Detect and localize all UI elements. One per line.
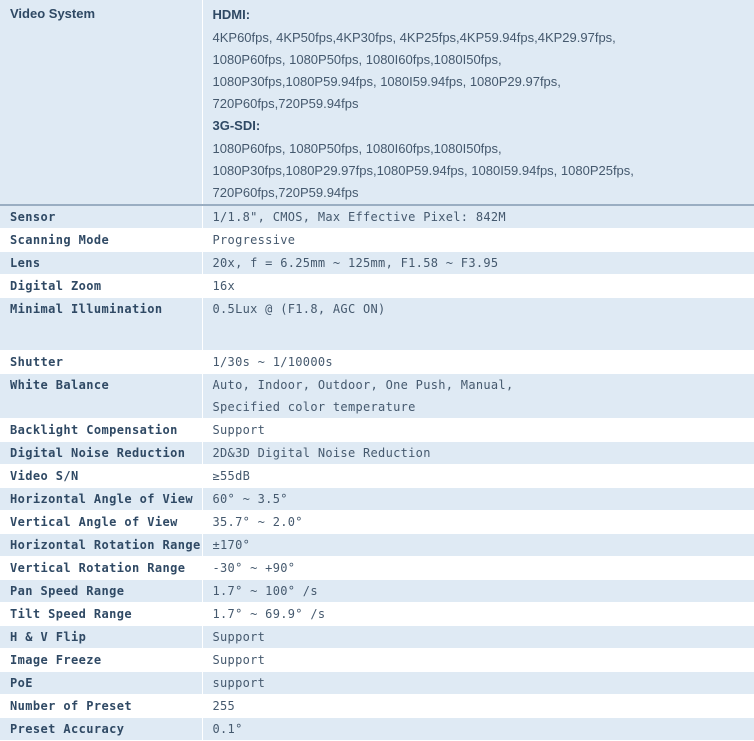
spec-value: Progressive — [202, 229, 754, 252]
spec-value: 1/30s ~ 1/10000s — [202, 351, 754, 374]
sdi-title: 3G-SDI: — [213, 117, 754, 135]
spec-label: Minimal Illumination — [0, 298, 202, 351]
hdmi-line: 720P60fps,720P59.94fps — [213, 93, 754, 115]
spec-value: 0.1° — [202, 718, 754, 741]
sdi-group — [213, 117, 754, 204]
spec-label: Horizontal Angle of View — [0, 488, 202, 511]
spec-row-video-sn — [0, 465, 754, 488]
hdmi-line: 4KP60fps, 4KP50fps,4KP30fps, 4KP25fps,4KP59.94fps,4KP29.97fps, — [213, 27, 754, 49]
spec-label: Digital Noise Reduction — [0, 442, 202, 465]
spec-row-lens — [0, 252, 754, 275]
spec-value: ≥55dB — [202, 465, 754, 488]
spec-row-horizontal-angle — [0, 488, 754, 511]
spec-row-image-freeze — [0, 649, 754, 672]
spec-label: Image Freeze — [0, 649, 202, 672]
spec-value: 2D&3D Digital Noise Reduction — [202, 442, 754, 465]
spec-label: Video S/N — [0, 465, 202, 488]
spec-row-scanning-mode — [0, 229, 754, 252]
spec-label: White Balance — [0, 374, 202, 419]
video-system-value — [202, 0, 754, 205]
spec-value: 20x, f = 6.25mm ~ 125mm, F1.58 ~ F3.95 — [202, 252, 754, 275]
spec-label: Lens — [0, 252, 202, 275]
spec-row-shutter — [0, 351, 754, 374]
sdi-line: 1080P60fps, 1080P50fps, 1080I60fps,1080I50fps, — [213, 138, 754, 160]
spec-value: Auto, Indoor, Outdoor, One Push, Manual, Specified color temperature — [202, 374, 754, 419]
spec-value: 0.5Lux @ (F1.8, AGC ON) — [202, 298, 754, 351]
spec-row-tilt-speed — [0, 603, 754, 626]
hdmi-title: HDMI: — [213, 6, 754, 24]
spec-label: Vertical Angle of View — [0, 511, 202, 534]
spec-row-horizontal-rotation — [0, 534, 754, 557]
spec-label: Backlight Compensation — [0, 419, 202, 442]
spec-value: 16x — [202, 275, 754, 298]
spec-value: ±170° — [202, 534, 754, 557]
spec-value: Support — [202, 419, 754, 442]
spec-row-digital-zoom — [0, 275, 754, 298]
spec-row-backlight-compensation — [0, 419, 754, 442]
spec-value: Support — [202, 649, 754, 672]
spec-row-sensor — [0, 205, 754, 229]
spec-value: 1/1.8", CMOS, Max Effective Pixel: 842M — [202, 205, 754, 229]
spec-row-white-balance — [0, 374, 754, 419]
video-system-row — [0, 0, 754, 205]
spec-label: Pan Speed Range — [0, 580, 202, 603]
spec-row-vertical-rotation — [0, 557, 754, 580]
spec-label: H & V Flip — [0, 626, 202, 649]
video-system-label: Video System — [0, 0, 202, 205]
spec-value: support — [202, 672, 754, 695]
spec-value: 35.7° ~ 2.0° — [202, 511, 754, 534]
spec-row-preset-accuracy — [0, 718, 754, 741]
spec-label: Sensor — [0, 205, 202, 229]
hdmi-line: 1080P60fps, 1080P50fps, 1080I60fps,1080I50fps, — [213, 49, 754, 71]
spec-row-pan-speed — [0, 580, 754, 603]
spec-row-flip — [0, 626, 754, 649]
hdmi-line: 1080P30fps,1080P59.94fps, 1080I59.94fps, 1080P29.97fps, — [213, 71, 754, 93]
spec-label: Shutter — [0, 351, 202, 374]
spec-row-number-of-preset — [0, 695, 754, 718]
spec-value: 1.7° ~ 69.9° /s — [202, 603, 754, 626]
hdmi-group — [213, 6, 754, 115]
spec-label: Tilt Speed Range — [0, 603, 202, 626]
spec-label: Number of Preset — [0, 695, 202, 718]
spec-label: Scanning Mode — [0, 229, 202, 252]
spec-label: PoE — [0, 672, 202, 695]
spec-value: 1.7° ~ 100° /s — [202, 580, 754, 603]
sdi-line: 1080P30fps,1080P29.97fps,1080P59.94fps, 1080I59.94fps, 1080P25fps, — [213, 160, 754, 182]
spec-value: 255 — [202, 695, 754, 718]
spec-label: Preset Accuracy — [0, 718, 202, 741]
spec-value: 60° ~ 3.5° — [202, 488, 754, 511]
spec-label: Digital Zoom — [0, 275, 202, 298]
spec-label: Horizontal Rotation Range — [0, 534, 202, 557]
spec-value: -30° ~ +90° — [202, 557, 754, 580]
spec-value: Support — [202, 626, 754, 649]
sdi-line: 720P60fps,720P59.94fps — [213, 182, 754, 204]
spec-row-minimal-illumination — [0, 298, 754, 351]
spec-row-vertical-angle — [0, 511, 754, 534]
spec-row-poe — [0, 672, 754, 695]
spec-label: Vertical Rotation Range — [0, 557, 202, 580]
spec-row-digital-noise-reduction — [0, 442, 754, 465]
